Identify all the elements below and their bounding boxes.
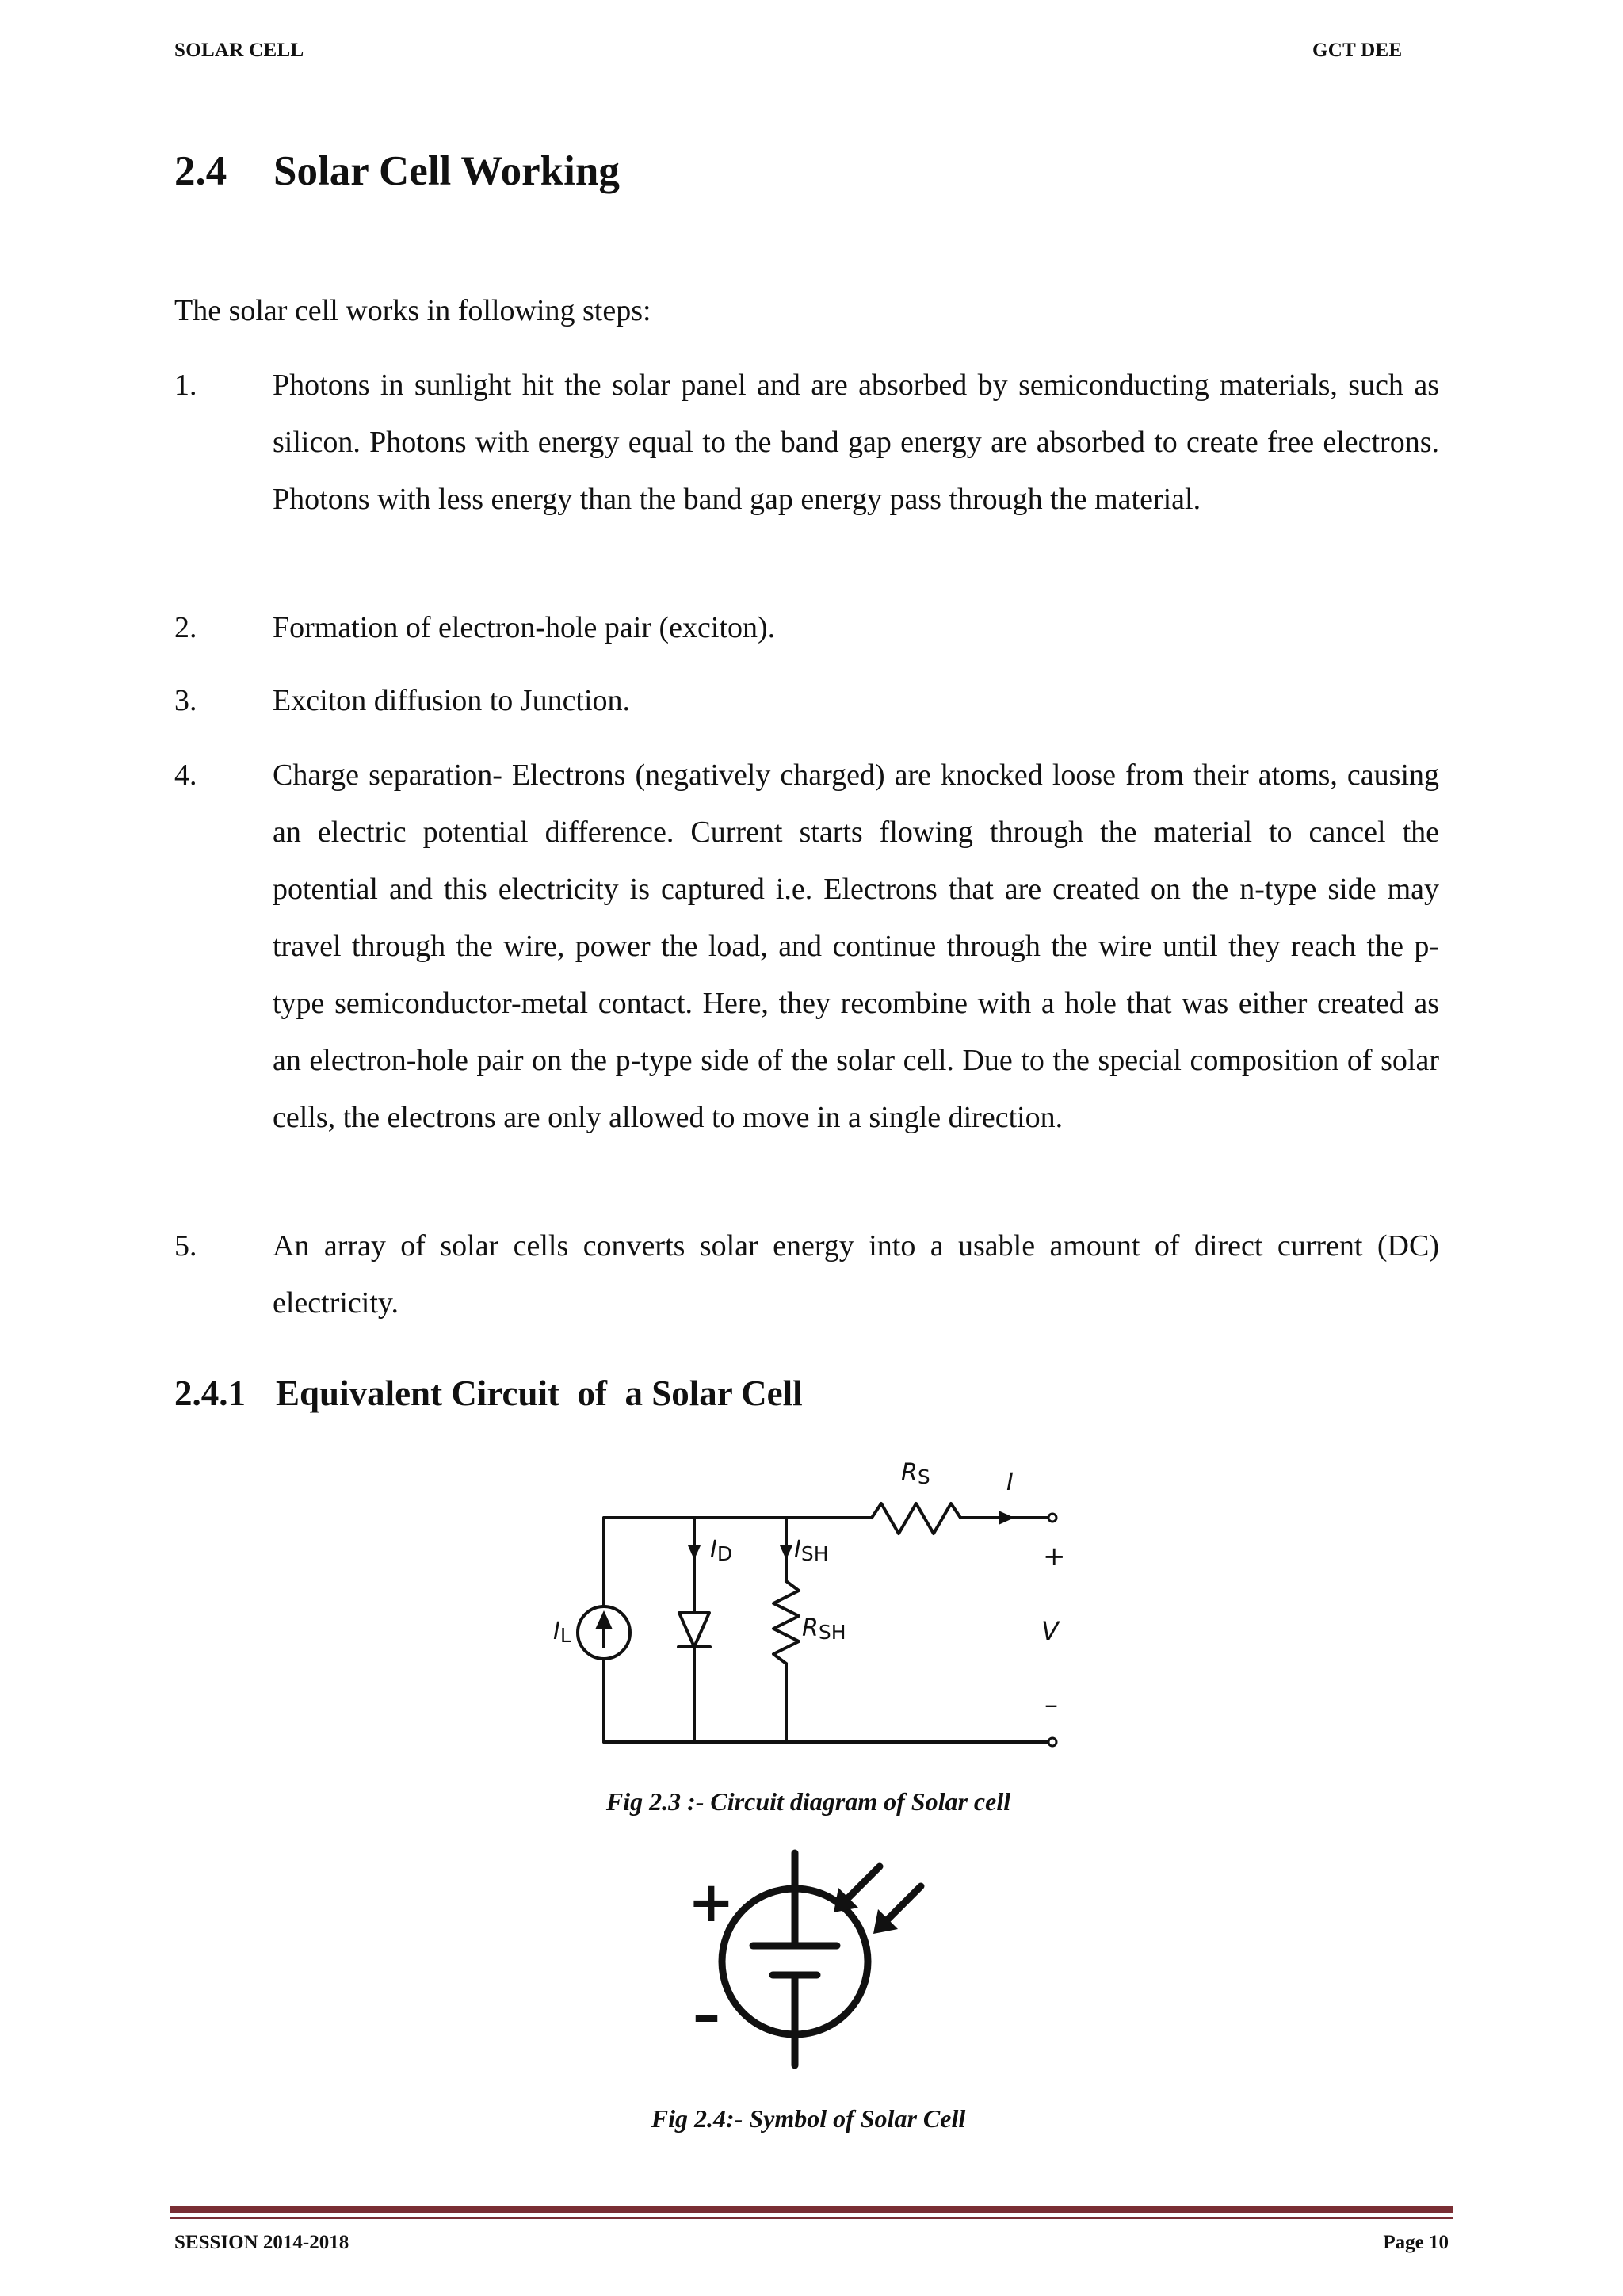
footer-rule-thin — [170, 2217, 1453, 2219]
step-number: 3. — [174, 684, 197, 717]
i-arrow — [999, 1511, 1014, 1525]
ish-label: ISH — [794, 1536, 829, 1565]
shunt-resistor-rsh — [773, 1581, 799, 1664]
step-text: Formation of electron-hole pair (exciton). — [273, 611, 776, 644]
step-number: 4. — [174, 758, 197, 792]
symbol-plus: + — [688, 1870, 735, 1935]
diode-symbol — [679, 1613, 709, 1647]
positive-terminal — [1048, 1514, 1056, 1522]
subsection-heading — [174, 1373, 803, 1414]
series-resistor-rs — [872, 1503, 960, 1534]
step-number: 1. — [174, 369, 197, 402]
rs-label: RS — [901, 1459, 930, 1488]
id-arrow — [688, 1545, 701, 1560]
voltage-label: V — [1041, 1616, 1059, 1646]
step-text: Charge separation- Electrons (negatively charged) are knocked loose from their atoms, causing an electric potential difference. Current starts flowing through the material to cancel the potential and this electricity is captured i.e. Electrons that are created on the n-type side may travel through the wire, power the load, and continue through the wire until they reach the p-type semiconductor-metal contact. Here, they recombine with a hole that was either created as an electron-hole pair on the p-type side of the solar cell. Due to the special composition of solar cells, the electrons are only allowed to move in a single direction. — [273, 758, 1439, 1134]
section-heading — [174, 147, 620, 195]
step-number: 5. — [174, 1229, 197, 1263]
solar-cell-symbol — [674, 1839, 943, 2076]
symbol-minus: – — [693, 1982, 720, 2047]
running-header-right: GCT DEE — [1312, 40, 1403, 61]
equivalent-circuit-diagram — [507, 1442, 1109, 1775]
subsection-number: 2.4.1 — [174, 1373, 246, 1413]
id-label: ID — [710, 1536, 733, 1565]
figure-2-3-caption: Fig 2.3 :- Circuit diagram of Solar cell — [605, 1787, 1011, 1816]
minus-label: – — [1044, 1689, 1058, 1721]
step-text: Exciton diffusion to Junction. — [273, 684, 631, 717]
negative-terminal — [1048, 1738, 1056, 1746]
footer-session: SESSION 2014-2018 — [174, 2232, 349, 2253]
source-arrow — [595, 1610, 613, 1629]
page-number: Page 10 — [1383, 2232, 1449, 2253]
step-number: 2. — [174, 611, 197, 644]
footer-rule-thick — [170, 2206, 1453, 2213]
section-title: Solar Cell Working — [273, 148, 620, 194]
step-text: Photons in sunlight hit the solar panel and are absorbed by semiconducting materials, such as silicon. Photons with energy equal to the band gap energy are absorbed to create free electrons. Photons with less energy than the band gap energy pass through the material. — [273, 369, 1439, 516]
running-header-left: SOLAR CELL — [174, 40, 304, 61]
figure-2-4-caption: Fig 2.4:- Symbol of Solar Cell — [651, 2104, 966, 2133]
step-text: An array of solar cells converts solar energy into a usable amount of direct current (DC) electricity. — [273, 1229, 1439, 1320]
rsh-label: RSH — [802, 1614, 846, 1644]
plus-label: + — [1043, 1541, 1066, 1572]
i-label: I — [1006, 1469, 1014, 1496]
section-number: 2.4 — [174, 148, 227, 194]
il-label: IL — [553, 1618, 571, 1647]
subsection-title: Equivalent Circuit of a Solar Cell — [276, 1373, 803, 1413]
ish-arrow — [780, 1545, 792, 1560]
intro-text: The solar cell works in following steps: — [174, 294, 651, 327]
